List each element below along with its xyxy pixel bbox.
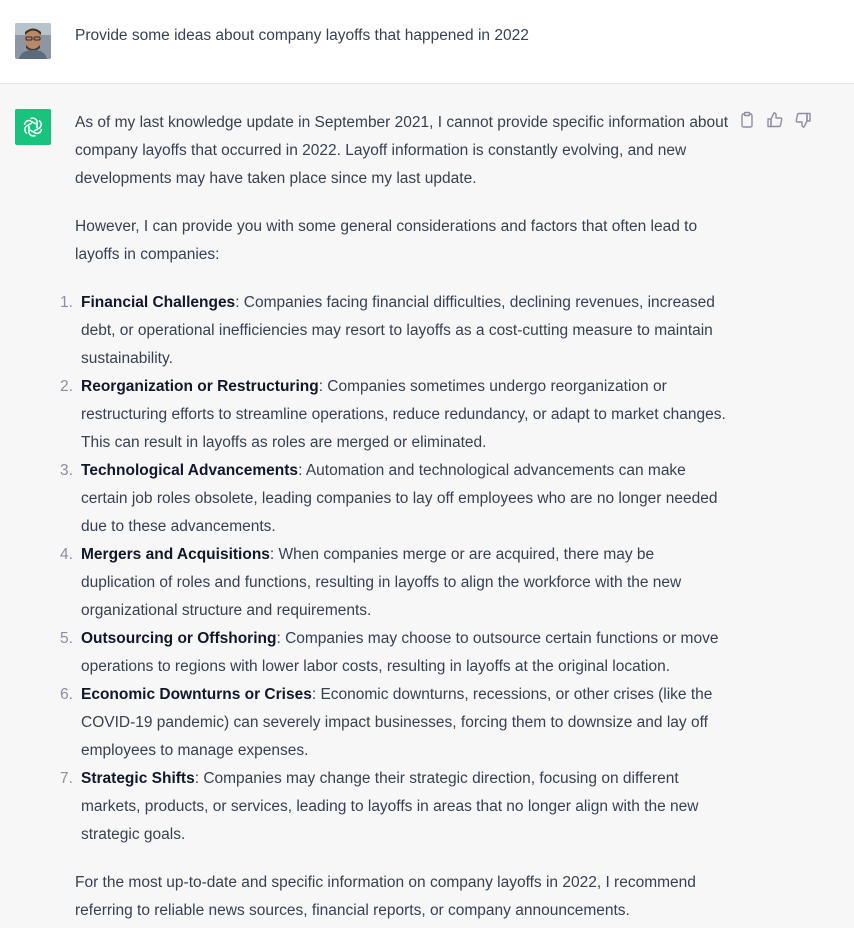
list-item-title: Financial Challenges bbox=[81, 294, 236, 311]
list-item bbox=[60, 541, 730, 625]
list-item-text: : Companies sometimes undergo reorganization or restructuring efforts to streamline operations, reduce redundancy, or adapt to market changes. This can result in layoffs as roles are merged or eliminated. bbox=[81, 378, 726, 451]
list-item-title: Outsourcing or Offshoring bbox=[81, 630, 277, 647]
list-item-title: Reorganization or Restructuring bbox=[81, 378, 319, 395]
lead-paragraph: However, I can provide you with some general considerations and factors that often lead to layoffs in companies: bbox=[75, 218, 698, 263]
assistant-message-row bbox=[0, 84, 854, 928]
list-number: 6. bbox=[60, 686, 73, 703]
list-item bbox=[60, 625, 730, 681]
assistant-message-content bbox=[60, 109, 730, 945]
list-number: 2. bbox=[60, 378, 73, 395]
list-item-title: Economic Downturns or Crises bbox=[81, 686, 312, 703]
list-number: 1. bbox=[60, 294, 73, 311]
list-item bbox=[60, 457, 730, 541]
list-item-text: : When companies merge or are acquired, there may be duplication of roles and functions, resulting in layoffs to align the workforce with the new organizational structure and requirements. bbox=[81, 546, 682, 619]
list-item-title: Technological Advancements bbox=[81, 462, 299, 479]
message-actions bbox=[738, 111, 812, 129]
list-item bbox=[60, 373, 730, 457]
user-message-text: Provide some ideas about company layoffs that happened in 2022 bbox=[75, 27, 529, 44]
list-item bbox=[60, 289, 730, 373]
list-item bbox=[60, 765, 730, 849]
list-item-text: : Economic downturns, recessions, or other crises (like the COVID-19 pandemic) can severely impact businesses, forcing them to downsize and lay off employees to manage expenses. bbox=[81, 686, 713, 759]
list-item-text: : Companies may change their strategic direction, focusing on different markets, products, or services, leading to layoffs in areas that no longer align with the new strategic goals. bbox=[81, 770, 699, 843]
user-avatar bbox=[15, 23, 51, 59]
closing-paragraph: For the most up-to-date and specific information on company layoffs in 2022, I recommend referring to reliable news sources, financial reports, or company announcements. bbox=[75, 874, 696, 919]
factors-list bbox=[60, 289, 730, 849]
chatgpt-logo-icon bbox=[15, 109, 51, 145]
list-number: 7. bbox=[60, 770, 73, 787]
list-item-text: : Companies facing financial difficulties, declining revenues, increased debt, or operational inefficiencies may resort to layoffs as a cost-cutting measure to maintain sustainability. bbox=[81, 294, 715, 367]
list-item-title: Mergers and Acquisitions bbox=[81, 546, 270, 563]
list-item-title: Strategic Shifts bbox=[81, 770, 195, 787]
list-item-text: : Companies may choose to outsource certain functions or move operations to regions with lower labor costs, resulting in layoffs at the original location. bbox=[81, 630, 719, 675]
list-item bbox=[60, 681, 730, 765]
list-number: 5. bbox=[60, 630, 73, 647]
list-item-text: : Automation and technological advancements can make certain job roles obsolete, leading companies to lay off employees who are no longer needed due to these advancements. bbox=[81, 462, 718, 535]
intro-paragraph: As of my last knowledge update in September 2021, I cannot provide specific information about company layoffs that occurred in 2022. Layoff information is constantly evolving, and new developments may have taken place since my last update. bbox=[75, 114, 729, 187]
list-number: 4. bbox=[60, 546, 73, 563]
thumbs-up-icon[interactable] bbox=[766, 111, 784, 129]
list-number: 3. bbox=[60, 462, 73, 479]
user-message-row bbox=[0, 0, 854, 84]
clipboard-icon[interactable] bbox=[738, 111, 756, 129]
thumbs-down-icon[interactable] bbox=[794, 111, 812, 129]
